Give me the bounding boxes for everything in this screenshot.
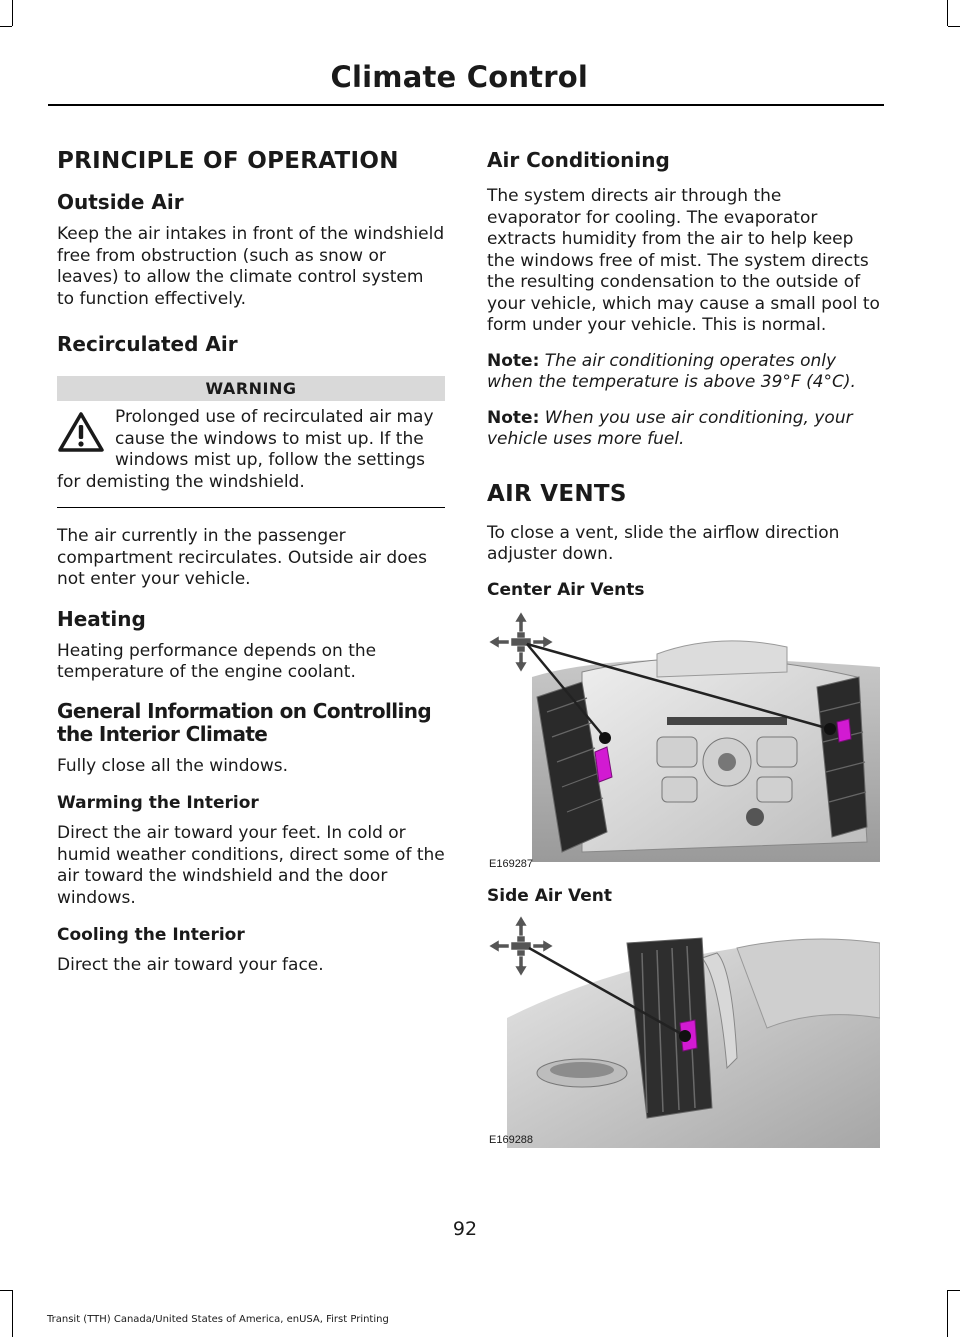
figure-code: E169288 — [489, 1133, 534, 1146]
crop-mark — [12, 1290, 13, 1337]
crop-mark — [12, 0, 13, 26]
paragraph-warming: Direct the air toward your feet. In cold or humid weather conditions, direct some of the air toward the windshield and the door windows. — [57, 823, 445, 908]
subheading-heating: Heating — [57, 606, 146, 631]
paragraph-air-vents: To close a vent, slide the airflow direction adjuster down. — [487, 522, 840, 564]
paragraph-air-conditioning: The system directs air through the evaporator for cooling. The evaporator extracts humidity from the air to help keep the windows free of mist. The system directs the resulting condensation to the outside of your vehicle, which may cause a small pool to form under your vehicle. This is normal. — [487, 186, 880, 335]
side-air-vent-illustration — [487, 908, 880, 1148]
crop-mark — [947, 1290, 948, 1337]
note-text: The air conditioning operates only when the temperature is above 39°F (4°C). — [487, 350, 856, 392]
center-air-vents-figure — [487, 602, 880, 872]
side-air-vent-figure — [487, 908, 880, 1148]
note-label: Note: — [487, 407, 540, 428]
paragraph-outside-air: Keep the air intakes in front of the windshield free from obstruction (such as snow or leaves) to allow the climate control system to function effectively. — [57, 224, 445, 309]
page-number: 92 — [452, 1218, 478, 1240]
header-divider — [48, 104, 884, 106]
warning-box — [57, 407, 445, 493]
subheading-warming: Warming the Interior — [57, 793, 259, 813]
subheading-outside-air: Outside Air — [57, 190, 184, 214]
paragraph-recirculated-air: The air currently in the passenger compartment recirculates. Outside air does not enter your vehicle. — [57, 526, 427, 589]
paragraph-heating: Heating performance depends on the temperature of the engine coolant. — [57, 640, 377, 682]
note-ac-temperature — [487, 351, 880, 394]
warning-divider — [57, 507, 445, 508]
crop-mark — [947, 0, 948, 26]
subheading-air-conditioning: Air Conditioning — [487, 148, 670, 172]
note-text: When you use air conditioning, your vehicle uses more fuel. — [487, 407, 853, 449]
subheading-recirculated-air: Recirculated Air — [57, 332, 238, 356]
section-heading-principle: PRINCIPLE OF OPERATION — [57, 148, 399, 174]
warning-triangle-icon — [57, 411, 105, 453]
crop-mark — [0, 1290, 12, 1291]
subheading-general-information: General Information on Controlling the Interior Climate — [57, 698, 432, 746]
subheading-cooling: Cooling the Interior — [57, 925, 245, 945]
footer-publication-info: Transit (TTH) Canada/United States of America, enUSA, First Printing — [47, 1314, 389, 1325]
subheading-side-air-vent: Side Air Vent — [487, 885, 612, 906]
note-ac-fuel — [487, 408, 880, 451]
warning-header: WARNING — [57, 376, 445, 401]
note-label: Note: — [487, 350, 540, 371]
paragraph-general-information: Fully close all the windows. — [57, 755, 289, 776]
figure-code: E169287 — [489, 857, 534, 870]
paragraph-cooling: Direct the air toward your face. — [57, 955, 324, 975]
right-column — [487, 138, 880, 1162]
section-heading-air-vents: AIR VENTS — [487, 480, 627, 507]
center-air-vents-illustration — [487, 602, 880, 872]
crop-mark — [948, 1290, 960, 1291]
left-column — [57, 138, 445, 991]
subheading-center-air-vents: Center Air Vents — [487, 579, 645, 600]
crop-mark — [948, 26, 960, 27]
page-title: Climate Control — [330, 60, 588, 94]
warning-text: Prolonged use of recirculated air may cause the windows to mist up. If the windows mist up, follow the settings for demisting the windshield. — [57, 407, 434, 492]
crop-mark — [0, 26, 12, 27]
